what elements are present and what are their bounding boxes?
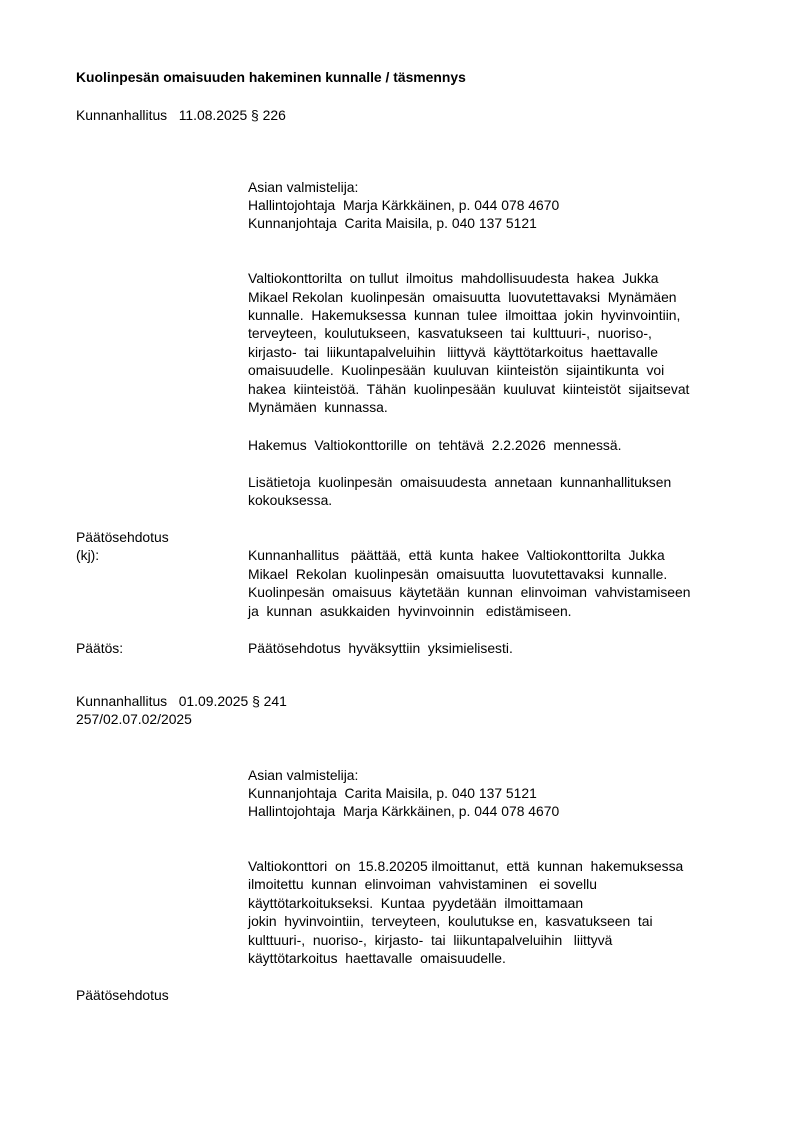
preparer-line: Hallintojohtaja Marja Kärkkäinen, p. 044 078 4670 — [248, 197, 560, 213]
body-line: omaisuudelle. Kuolinpesään kuuluvan kiinteistön sijaintikunta voi — [248, 362, 665, 378]
preparer-line: Hallintojohtaja Marja Kärkkäinen, p. 044 078 4670 — [248, 803, 560, 819]
preparer-heading-1: Asian valmistelija: — [248, 179, 359, 195]
meeting-header-2: Kunnanhallitus 01.09.2025 § 241 — [76, 693, 287, 709]
document-title: Kuolinpesän omaisuuden hakeminen kunnalle / täsmennys — [76, 69, 466, 85]
meeting-header-1: Kunnanhallitus 11.08.2025 § 226 — [76, 107, 286, 123]
proposal-line: ja kunnan asukkaiden hyvinvoinnin edistämiseen. — [248, 603, 572, 619]
proposal-label-kj: (kj): — [76, 547, 100, 563]
preparer-line: Kunnanjohtaja Carita Maisila, p. 040 137 5121 — [248, 215, 537, 231]
body-line: kulttuuri-, nuoriso-, kirjasto- tai liikuntapalveluihin liittyvä — [248, 932, 613, 948]
body-line: käyttötarkoitukseksi. Kuntaa pyydetään ilmoittamaan — [248, 895, 584, 911]
decision-label: Päätös: — [76, 640, 124, 656]
body-line: terveyteen, koulutukseen, kasvatukseen tai kulttuuri-, nuoriso-, — [248, 325, 652, 341]
record-number: 257/02.07.02/2025 — [76, 711, 192, 727]
body-line: käyttötarkoitus haettavalle omaisuudelle. — [248, 950, 506, 966]
body-line: Mynämäen kunnassa. — [248, 399, 388, 415]
proposal-line: Kunnanhallitus päättää, että kunta hakee Valtiokonttorilta Jukka — [248, 547, 665, 563]
body-line: kirjasto- tai liikuntapalveluihin liittyvä käyttötarkoitus haettavalle — [248, 344, 658, 360]
info-line: Lisätietoja kuolinpesän omaisuudesta annetaan kunnanhallituksen — [248, 474, 672, 490]
preparer-line: Kunnanjohtaja Carita Maisila, p. 040 137 5121 — [248, 785, 537, 801]
body-line: hakea kiinteistöä. Tähän kuolinpesään kuuluvat kiinteistöt sijaitsevat — [248, 381, 690, 397]
body-line: kunnalle. Hakemuksessa kunnan tulee ilmoittaa jokin hyvinvointiin, — [248, 307, 681, 323]
body-line: Valtiokonttorilta on tullut ilmoitus mahdollisuudesta hakea Jukka — [248, 270, 659, 286]
proposal-line: Kuolinpesän omaisuus käytetään kunnan elinvoiman vahvistamiseen — [248, 584, 691, 600]
info-line: kokouksessa. — [248, 492, 333, 508]
decision-text: Päätösehdotus hyväksyttiin yksimielisesti. — [248, 640, 513, 656]
body-line: Mikael Rekolan kuolinpesän omaisuutta luovutettavaksi Mynämäen — [248, 289, 677, 305]
body-line: Valtiokonttori on 15.8.20205 ilmoittanut, että kunnan hakemuksessa — [248, 858, 684, 874]
body-line: ilmoitettu kunnan elinvoiman vahvistaminen ei sovellu — [248, 876, 597, 892]
deadline-line: Hakemus Valtiokonttorille on tehtävä 2.2.2026 mennessä. — [248, 437, 622, 453]
proposal-label: Päätösehdotus — [76, 529, 169, 545]
body-line: jokin hyvinvointiin, terveyteen, koulutukse en, kasvatukseen tai — [248, 913, 653, 929]
preparer-heading-2: Asian valmistelija: — [248, 767, 359, 783]
proposal-line: Mikael Rekolan kuolinpesän omaisuutta luovutettavaksi kunnalle. — [248, 566, 668, 582]
proposal-label-2: Päätösehdotus — [76, 987, 169, 1003]
